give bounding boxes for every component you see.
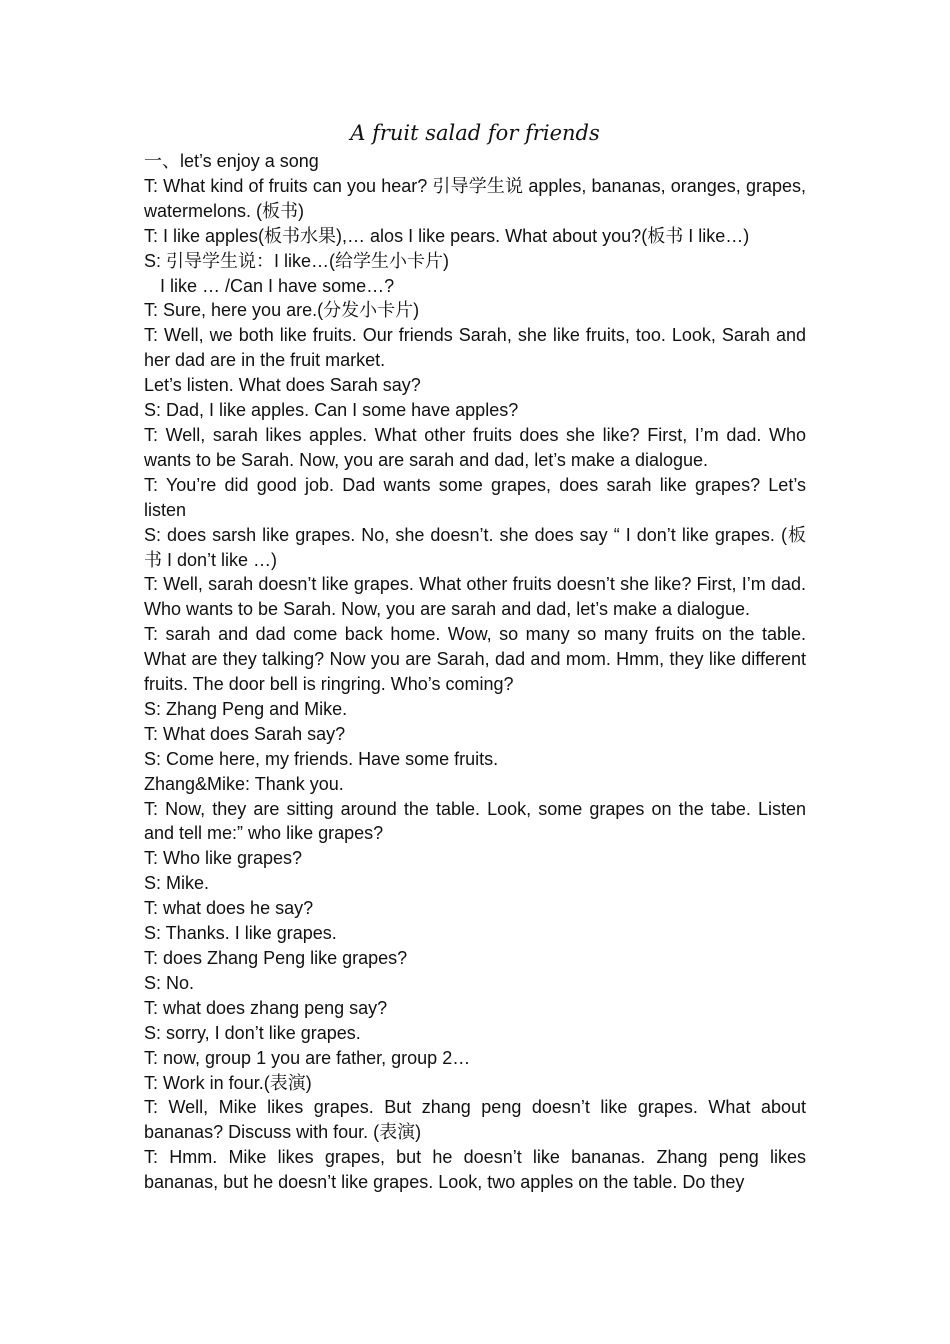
paragraph: T: Well, we both like fruits. Our friends Sarah, she like fruits, too. Look, Sarah and her dad are in the fruit market. (144, 325, 806, 371)
paragraph: Let’s listen. What does Sarah say? (144, 375, 421, 396)
paragraph: S: sorry, I don’t like grapes. (144, 1022, 361, 1043)
paragraph: T: I like apples(板书水果),… alos I like pears. What about you?(板书 I like…) (144, 225, 750, 246)
paragraph: T: Well, sarah doesn’t like grapes. What other fruits doesn’t she like? First, I’m dad. Who wants to be Sarah. Now, you are sarah and dad, let’s make a dialogue. (144, 574, 806, 620)
paragraph: S: Thanks. I like grapes. (144, 923, 337, 944)
paragraph: Zhang&Mike: Thank you. (144, 773, 344, 794)
paragraph: S: Mike. (144, 873, 210, 894)
paragraph: T: Work in four.(表演) (144, 1072, 312, 1093)
paragraph: 一、let’s enjoy a song (144, 151, 319, 171)
paragraph: T: Well, Mike likes grapes. But zhang peng doesn’t like grapes. What about bananas? Discuss with four. (表演) (144, 1097, 806, 1143)
document-body (144, 149, 806, 1195)
paragraph: S: does sarsh like grapes. No, she doesn’t. she does say “ I don’t like grapes. (板书 I don’t like …) (144, 524, 806, 570)
paragraph: T: Now, they are sitting around the table. Look, some grapes on the tabe. Listen and tell me:” who like grapes? (144, 798, 806, 844)
paragraph: T: Hmm. Mike likes grapes, but he doesn’t like bananas. Zhang peng likes bananas, but he doesn’t like grapes. Look, two apples on the table. Do they (144, 1147, 806, 1193)
paragraph: T: What does Sarah say? (144, 723, 346, 744)
paragraph: S: Come here, my friends. Have some fruits. (144, 748, 499, 769)
paragraph: T: does Zhang Peng like grapes? (144, 948, 408, 968)
paragraph: T: Who like grapes? (144, 848, 303, 869)
paragraph: T: Well, sarah likes apples. What other fruits does she like? First, I’m dad. Who wants to be Sarah. Now, you are sarah and dad, let’s make a dialogue. (144, 424, 806, 470)
paragraph: S: Zhang Peng and Mike. (144, 698, 348, 719)
paragraph: T: You’re did good job. Dad wants some grapes, does sarah like grapes? Let’s listen (144, 474, 806, 520)
document-title: A fruit salad for friends (350, 121, 600, 145)
paragraph: T: What kind of fruits can you hear? 引导学生说 apples, bananas, oranges, grapes, watermelons. (板书) (144, 175, 806, 221)
paragraph: S: 引导学生说：I like…(给学生小卡片) (144, 250, 450, 271)
paragraph: S: Dad, I like apples. Can I some have apples? (144, 400, 519, 421)
paragraph: T: Sure, here you are.(分发小卡片) (144, 300, 420, 321)
paragraph: S: No. (144, 972, 195, 993)
paragraph: T: sarah and dad come back home. Wow, so many so many fruits on the table. What are they talking? Now you are Sarah, dad and mom. Hmm, they like different fruits. The door bell is ringring. Who’s coming? (144, 624, 806, 695)
paragraph: T: what does zhang peng say? (144, 997, 388, 1018)
paragraph: T: now, group 1 you are father, group 2… (144, 1047, 471, 1068)
paragraph: T: what does he say? (144, 898, 314, 919)
paragraph: I like … /Can I have some…? (160, 275, 395, 296)
